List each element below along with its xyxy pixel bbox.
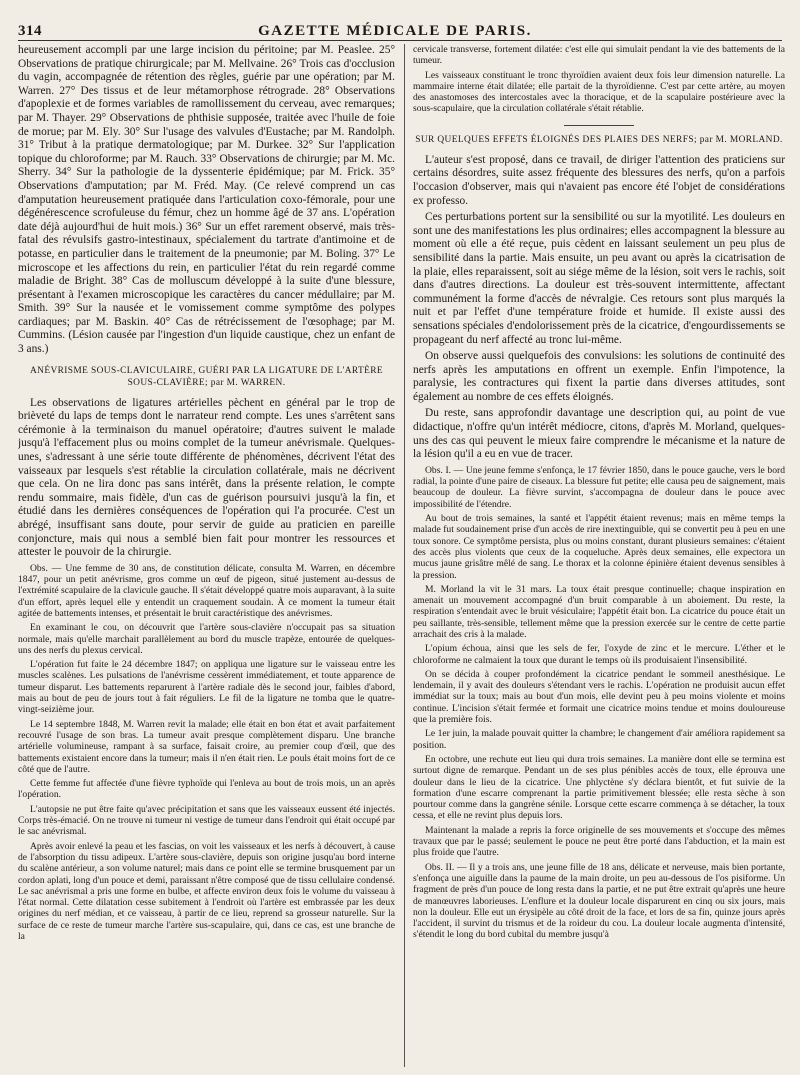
observation-paragraph: Obs. — Une femme de 30 ans, de constitution délicate, consulta M. Warren, en décembre 1847, pour un petit anévrisme, gros comme un œuf de pigeon, situé justement au-dessus de l'extrémité scapulaire de la clavicule gauche. Il s'était développé quatre mois auparavant, à la suite d'un effort, après lequel elle y entendit un craquement soudain. À ce moment la tumeur était agitée de battements intenses, et présentait le bruit caractéristique des anévrismes. (18, 562, 395, 619)
article-list-continuation: heureusement accompli par une large incision du péritoine; par M. Peaslee. 25° Observations de pratique chirurgicale; par M. Mellvaine. 26° Trois cas d'occlusion du vagin, accompagnée de rétention des règles, guérie par une opération; par M. Warren. 27° Des tissus et de leur métamorphose rétrograde. 28° Observations d'apoplexie et de formes variables de ramollissement du cerveau, avec remarques; par M. Thayer. 29° Observations de phthisie supposée, traitée avec l'huile de foie de morue; par M. Ely. 30° Sur l'usage des valvules d'Eustache; par M. Randolph. 31° Tribut à la pratique dermatologique; par M. Durkee. 32° Sur l'application topique du chloroforme; par M. Rauch. 33° Observations de chirurgie; par M. Mc. Sherry. 34° Sur la pathologie de la dyssenterie épidémique; par M. Frick. 35° Observations d'amputation; par M. Fréd. May. (Ce relevé comprend un cas d'amputation heureusement pratiquée dans l'articulation coxo-fémorale, pour une dégénérescence scrofuleuse du fémur, chez un homme âgé de 37 ans. L'opération date déjà aujourd'hui de huit mois.) 36° Sur un effet rarement observé, mais très-fatal des révulsifs gastro-intestinaux, spécialement du tartrate d'antimoine et de potasse, en particulier dans le traitement de la pneumonie; par M. Boling. 37° Le microscope et les affections du rein, en particulier l'état du rein regardé comme maladie de Bright. 38° Cas de molluscum développé à la suite d'une blessure, présentant à l'examen microscopique les caractères du cancer médullaire; par M. Smith. 39° Sur la nausée et le vomissement comme symptôme des polypes cardiaques; par M. Baskin. 40° Cas de rétrécissement de l'œsophage; par M. Cummins. (Lésion causée par l'ingestion d'un liquide caustique, chez un enfant de 3 ans.) (18, 44, 395, 356)
observation-paragraph: L'autopsie ne put être faite qu'avec précipitation et sans que les vaisseaux eussent été injectés. Corps très-émacié. On ne trouve ni tumeur ni vestige de tumeur dans l'endroit qui était occupé par le sac anévrismal. (18, 803, 395, 838)
column-divider (404, 44, 405, 1067)
observation-paragraph: L'opium échoua, ainsi que les sels de fer, l'oxyde de zinc et le mercure. L'éther et le chloroforme ne calmaient la toux que durant le temps où ils produisaient l'insensibilité. (413, 643, 785, 666)
continued-paragraph: cervicale transverse, fortement dilatée: c'est elle qui simulait pendant la vie des battements de la tumeur. (413, 44, 785, 67)
observation-paragraph: Au bout de trois semaines, la santé et l'appétit étaient revenus; mais en même temps la malade fut soudainement prise d'un accès de rire inextinguible, qui se convertit peu à peu en une toux sonore. Ce symptôme persista, plus ou moins constant, durant plusieurs semaines: c'étaient des accès plus violents que ceux de la coqueluche. Après deux semaines, elle expectora un mucus jaune grisâtre mêlé de sang. Le thorax et la colonne épinière étaient devenus sensibles à la pression. (413, 513, 785, 581)
observation-paragraph: On se décida à couper profondément la cicatrice pendant le sommeil anesthésique. Le lendemain, il y avait des douleurs s'étendant vers le rachis. L'opération ne produisit aucun effet immédiat sur la toux; mais au bout d'un mois, elle devint peu à peu moins violente et moins continue. L'incision s'était fermée et formait une cicatrice moins tendue et moins douloureuse que la première fois. (413, 668, 785, 726)
intro-paragraph: On observe aussi quelquefois des convulsions: les solutions de continuité des nerfs après les amputations en offrent un exemple. Enfin l'impotence, la paralysie, les contractures qui fixent la partie dans diverses attitudes, sont également au nombre de ces effets éloignés. (413, 350, 785, 403)
observation-paragraph: En examinant le cou, on découvrit que l'artère sous-clavière n'occupait pas sa situation normale, mais qu'elle marchait parallèlement au bord du muscle trapèze, entourée de quelques-uns des nerfs du plexus cervical. (18, 622, 395, 656)
section-title-morland: SUR QUELQUES EFFETS ÉLOIGNÉS DES PLAIES DES NERFS; par M. MORLAND. (415, 134, 783, 145)
intro-paragraph: L'auteur s'est proposé, dans ce travail, de diriger l'attention des praticiens sur certains désordres, suite assez fréquente des blessures des nerfs, qu'on a parfois l'occasion d'observer, mais qui n'avaient pas encore été l'objet de considérations ex professo. (413, 153, 785, 207)
left-column (18, 44, 395, 1069)
observation-paragraph: Le 14 septembre 1848, M. Warren revit la malade; elle était en bon état et avait parfaitement recouvré l'usage de son bras. La tumeur avait presque complètement disparu. Une branche artérielle volumineuse, rampant à sa surface, faisait croire, au premier coup d'œil, que des battements existaient encore dans la tumeur; mais il n'en était rien. Le pouls était moins fort de ce côté que de l'autre. (18, 718, 395, 775)
observation-paragraph: Obs. II. — Il y a trois ans, une jeune fille de 18 ans, délicate et nerveuse, mais bien portante, s'enfonça une aiguille dans la paume de la main droite, un peu au-dessous de l'os pisiforme. Un fragment de près d'un pouce de long resta dans la partie, et ne put être extrait qu'après une heure de manœuvres laborieuses. L'enflure et la douleur locale disparurent en cinq ou six jours, mais non la douleur. Elle eut un érysipèle au côté droit de la face, et lors de sa fin, quinze jours après l'accident, il survint du trismus et de la roideur du cou. La douleur locale augmenta d'intensité, s'étendit le long du bord cubital du membre jusqu'à (413, 861, 785, 941)
section-title-warren: ANÉVRISME SOUS-CLAVICULAIRE, GUÉRI PAR LA LIGATURE DE L'ARTÈRE SOUS-CLAVIÈRE; par M. WARREN. (29, 365, 383, 388)
journal-title: GAZETTE MÉDICALE DE PARIS. (258, 23, 532, 39)
page-number: 314 (18, 23, 42, 39)
observation-paragraph: Cette femme fut affectée d'une fièvre typhoïde qui l'enleva au bout de trois mois, un an après l'opération. (18, 778, 395, 801)
continued-paragraph: Les vaisseaux constituant le tronc thyroïdien avaient deux fois leur dimension naturelle. La mammaire interne était dilatée; elle partait de la thyroïdienne. C'est par cette artère, au moyen des anastomoses des intercostales avec la thoracique, et de la scapulaire postérieure avec la sous-scapulaire, que la circulation collatérale s'était rétablie. (413, 69, 785, 115)
observation-paragraph: Après avoir enlevé la peau et les fascias, on voit les vaisseaux et les nerfs à découvert, à cause de l'absorption du tissu adipeux. L'artère sous-clavière, depuis son origine jusqu'au bord interne du scalène antérieur, a son volume naturel; mais dans ce point elle se termine brusquement par un cordon aplati, long d'un pouce et demi, paraissant n'être composé que de tissu cellulaire condensé. Le sac anévrismal a pris une forme en bulbe, et affecte environ deux fois le volume du vaisseau à l'état normal. Cette dilatation cesse subitement à l'endroit où l'artère est embrassée par les deux origines du nerf médian, et ce vaisseau, à partir de ce lieu, reprend sa grosseur naturelle. Sur la surface de ce reste de tumeur marche l'artère sus-scapulaire, qui, dans ce cas, est une branche de la (18, 840, 395, 942)
observation-paragraph: Le 1er juin, la malade pouvait quitter la chambre; le changement d'air améliora rapidement sa position. (413, 728, 785, 751)
intro-paragraph: Les observations de ligatures artérielles pèchent en général par le trop de brièveté du laps de temps dont le narrateur rend compte. Les unes s'arrêtent sans cérémonie à la terminaison du manuel opératoire; d'autres suivent le malade jusqu'à l'effacement plus ou moins complet de la tumeur anévrismale. Quelques-unes, s'adressant à une série toute différente de phénomènes, décrivent l'état des vaisseaux par lesquels s'est rétablie la circulation collatérale, mais ne décrivent que cela. On ne lira donc pas sans intérêt, dans la présente relation, le compte rendu sommaire, mais fidèle, d'un cas de guérison poursuivi jusqu'à la fin, et étudié dans les dernières conséquences de l'opération qui l'a procurée. C'est un abrégé, insuffisant sans doute, pour servir de guide au praticien en pareille conjoncture, mais qui nous a semblé bien fait pour montrer les ressources et attester le pouvoir de la chirurgie. (18, 396, 395, 559)
section-separator (564, 125, 634, 126)
observation-paragraph: Maintenant la malade a repris la force originelle de ses mouvements et s'occupe des mêmes travaux que par le passé; seulement le pouce ne peut être porté dans l'abduction, et la main est plus froide que l'autre. (413, 824, 785, 859)
right-column (413, 44, 785, 1069)
observation-paragraph: Obs. I. — Une jeune femme s'enfonça, le 17 février 1850, dans le pouce gauche, vers le bord radial, la pointe d'une paire de ciseaux. La blessure fut petite; elle causa peu de saignement, mais beaucoup de douleur. La fièvre survint, s'accompagna de douleur dans le pouce avec impossibilité de l'étendre. (413, 464, 785, 510)
page-header (18, 18, 782, 41)
intro-paragraph: Du reste, sans approfondir davantage une description qui, au point de vue didactique, n'offre qu'un intérêt médiocre, citons, d'après M. Morland, quelques-uns des cas qui peuvent le mieux faire comprendre le mécanisme et la nature de la lésion qu'il a eu en vue de tracer. (413, 407, 785, 461)
intro-paragraph: Ces perturbations portent sur la sensibilité ou sur la myotilité. Les douleurs en sont une des manifestations les plus ordinaires; elles accompagnent la blessure au moment où elle a été reçue, puis cèdent en laissant seulement un peu plus de sensibilité dans la partie. Mais ensuite, un peu avant ou après la cicatrisation de la plaie, elles reparaissent, soit au siége même de la lésion, soit vers le rachis, soit dans d'autres directions. La douleur est très-souvent intermittente, affectant communément la forme d'accès de névralgie. Ces retours sont plus marqués la nuit et par l'effet d'une température froide et humide. Il existe aussi des sensations spéciales d'endolorissement près de la cicatrice, d'engourdissements se propageant du nerf affecté au tronc lui-même. (413, 211, 785, 346)
observation-paragraph: L'opération fut faite le 24 décembre 1847; on appliqua une ligature sur le vaisseau entre les muscles scalènes. Les pulsations de l'anévrisme cessèrent immédiatement, et toute apparence de tumeur disparut. Les battements reparurent à l'artère radiale dès le second jour, faibles d'abord, mais au bout de peu de jours tout à fait réguliers. Le fil de la ligature ne tomba que le quatre-vingt-seizième jour. (18, 659, 395, 716)
observation-paragraph: M. Morland la vit le 31 mars. La toux était presque continuelle; chaque inspiration en amenait un mouvement accompagné d'un bruit comparable à un aboiement. Du reste, la respiration s'entendait avec le bruit vésiculaire; l'appétit était bon. La cicatrice du pouce était un peu saillante, très-sensible, tellement même que la pression exercée sur le centre de cette partie arrachait des cris à la malade. (413, 583, 785, 640)
observation-paragraph: En octobre, une rechute eut lieu qui dura trois semaines. La manière dont elle se termina est surtout digne de remarque. Pendant un de ses plus pénibles accès de toux, elle éprouva une douleur dans le lieu de la cicatrice. Une phlyctène s'y déclara bientôt, et fut suivie de la formation d'une escarre comprenant la partie primitivement blessée; elle resta sèche à son pourtour comme dans la gangrène sénile. Lorsque cette escarre commença à se détacher, la toux cessa, et elle ne revint plus depuis lors. (413, 753, 785, 822)
